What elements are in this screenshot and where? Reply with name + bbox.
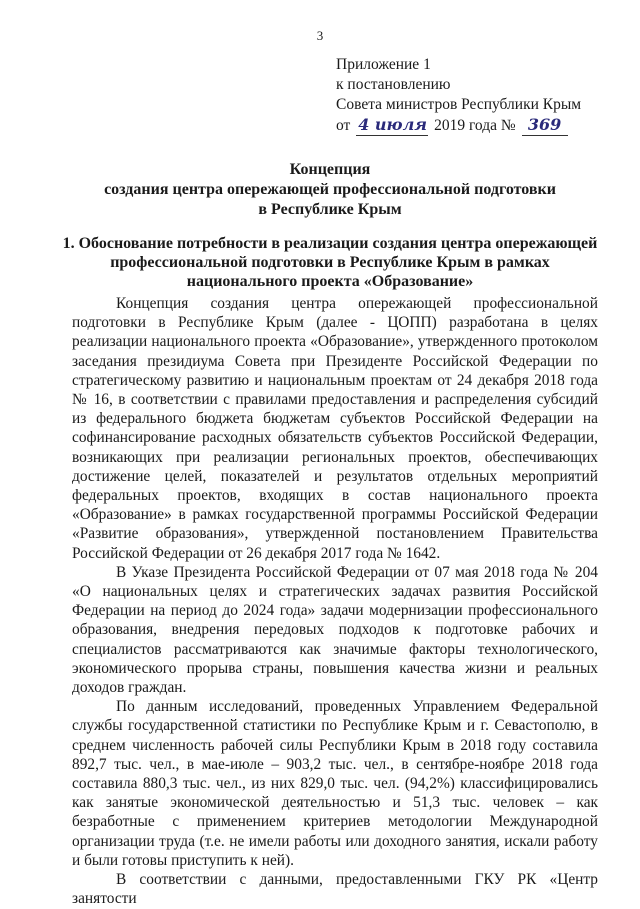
paragraph-1: Концепция создания центра опережающей профессиональной подготовки в Республике Крым (далее - ЦОПП) разработана в целях реализации национального проекта «Образование», утвержденного протоколом заседания президиума Совета при Президенте Российской Федерации по стратегическому развитию и национальным проектам от 24 декабря 2018 года № 16, в соответствии с правилами предоставления и распределения субсидий из федерального бюджета бюджетам субъектов Российской Федерации на софинансирование расходных обязательств субъектов Российской Федерации, возникающих при реализации региональных проектов, обеспечивающих достижение целей, показателей и результатов отдельных мероприятий федеральных проектов, входящих в состав национального проекта «Образование» в рамках государственной программы Российской Федерации «Развитие образования», утвержденной постановлением Правительства Российской Федерации от 26 декабря 2017 года № 1642. (72, 295, 598, 562)
appendix-header (336, 55, 581, 136)
section-heading-line-1: 1. Обоснование потребности в реализации создания центра опережающей (62, 235, 598, 252)
title-line-2: создания центра опережающей профессиональной подготовки (104, 181, 556, 198)
appendix-line-3: Совета министров Республики Крым (336, 96, 582, 113)
page-number: 3 (316, 28, 324, 43)
paragraph-3: По данным исследований, проведенных Управлением Федеральной службы государственной статистики по Республике Крым и г. Севастополю, в среднем численность рабочей силы Республики Крым в 2018 году составила 892,7 тыс. чел., в мае-июле – 903,2 тыс. чел., в сентябре-ноябре 2018 года составила 880,3 тыс. чел., из них 829,0 тыс. чел. (94,2%) классифицировались как занятые экономической деятельностью и 51,3 тыс. человек – как безработные с применением критериев методологии Международной организации труда (т.е. не имели работы или доходного занятия, искали работу и были готовы приступить к ней). (72, 698, 598, 869)
section-heading (62, 234, 598, 291)
appendix-line-2: к постановлению (336, 76, 451, 93)
paragraph-4: В соответствии с данными, предоставленными ГКУ РК «Центр занятости (72, 871, 598, 908)
document-title (60, 160, 600, 220)
body-text (72, 294, 598, 909)
from-label: от (336, 117, 351, 134)
section-heading-line-3: национального проекта «Образование» (186, 273, 474, 290)
title-line-1: Концепция (289, 161, 371, 178)
paragraph-2: В Указе Президента Российской Федерации от 07 мая 2018 года № 204 «О национальных целях и стратегических задачах развития Российской Федерации на период до 2024 года» задачи модернизации профессионального образования, внедрения передовых подходов к подготовке рабочих и специалистов рассматриваются как значимые факторы технологического, экономического прорыва страны, повышения качества жизни и реальных доходов граждан. (72, 563, 598, 697)
title-line-3: в Республике Крым (258, 201, 402, 218)
appendix-date-line (336, 115, 581, 136)
section-heading-line-2: профессиональной подготовки в Республике Крым в рамках (110, 254, 550, 271)
handwritten-date: 4 июля (358, 115, 428, 134)
year-text: 2019 года № (434, 117, 516, 134)
handwritten-number: 369 (522, 115, 568, 136)
appendix-line-1: Приложение 1 (336, 56, 431, 73)
